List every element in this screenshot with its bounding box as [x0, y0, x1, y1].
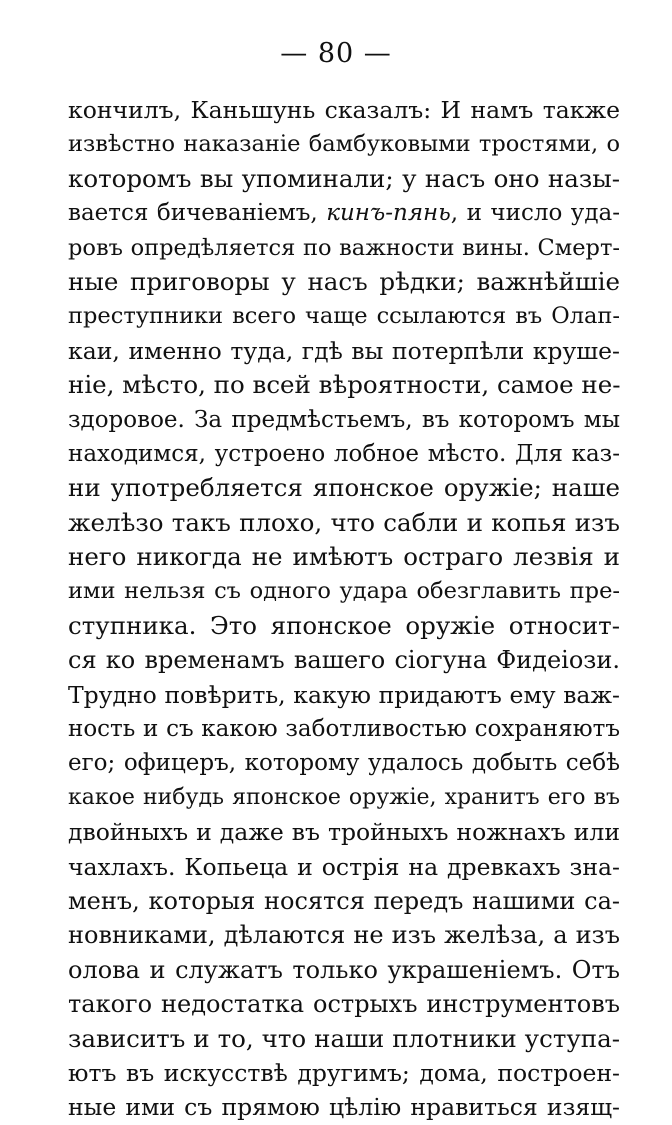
text-line: ровъ опредѣляется по важности вины. Смерт- [68, 234, 620, 261]
text-line: которомъ вы упоминали; у насъ оно назы- [68, 163, 620, 193]
text-line: ни употребляется японское оружіе; наше [68, 473, 620, 503]
text-line: здоровое. За предмѣстьемъ, въ которомъ мы [68, 406, 620, 433]
text-line: менъ, которыя носятся передъ нашими са- [68, 886, 620, 915]
text-line: какое нибудь японское оружіе, хранитъ его въ [68, 784, 620, 810]
text-line: желѣзо такъ плохо, что сабли и копья изъ [68, 507, 620, 537]
text-line: зависитъ и то, что наши плотники уступа- [68, 1023, 620, 1053]
text-line: ступника. Это японское оружіе относит- [68, 610, 620, 640]
text-line: преступники всего чаще ссылаются въ Олап- [68, 303, 620, 330]
text-line: каи, именно туда, гдѣ вы потерпѣли круше- [68, 336, 620, 365]
text-line-start: вается бичеваніемъ, [68, 200, 327, 227]
page-number: — 80 — [280, 38, 392, 69]
text-line: кончилъ, Каньшунь сказалъ: И намъ также [68, 96, 620, 124]
text-line: ютъ въ искусствѣ другимъ; дома, построен- [68, 1058, 620, 1087]
text-line: чахлахъ. Копьеца и острія на древкахъ зна- [68, 852, 620, 881]
text-line: олова и служатъ только украшеніемъ. Отъ [68, 955, 620, 984]
text-line: извѣстно наказаніе бамбуковыми тростями, о [68, 131, 620, 158]
text-line: находимся, устроено лобное мѣсто. Для каз- [68, 440, 620, 467]
text-line: такого недостатка острыхъ инструментовъ [68, 990, 620, 1019]
text-line: Трудно повѣрить, какую придаютъ ему важ- [68, 680, 620, 709]
italic-term: кинъ-пянь [326, 200, 451, 227]
body-text [68, 93, 620, 1125]
text-line: его; офицеръ, которому удалось добыть себѣ [68, 750, 620, 777]
text-line: новниками, дѣлаются не изъ желѣза, а изъ [68, 921, 620, 950]
text-line: ими нельзя съ одного удара обезглавить пре- [68, 578, 620, 605]
text-line: ность и съ какою заботливостью сохраняютъ [68, 716, 620, 743]
text-line: него никогда не имѣютъ остраго лезвія и [68, 542, 620, 572]
text-line [68, 196, 620, 230]
text-line: ніе, мѣсто, по всей вѣроятности, самое не- [68, 370, 621, 400]
text-line: двойныхъ и даже въ тройныхъ ножнахъ или [68, 818, 620, 847]
text-line-end: , и число уда- [450, 200, 620, 227]
text-line: ные приговоры у насъ рѣдки; важнѣйшіе [68, 266, 620, 296]
text-line: ся ко временамъ вашего сіогуна Фидеіози. [68, 646, 620, 675]
text-line: ные ими съ прямою цѣлію нравиться изящ- [68, 1093, 620, 1122]
